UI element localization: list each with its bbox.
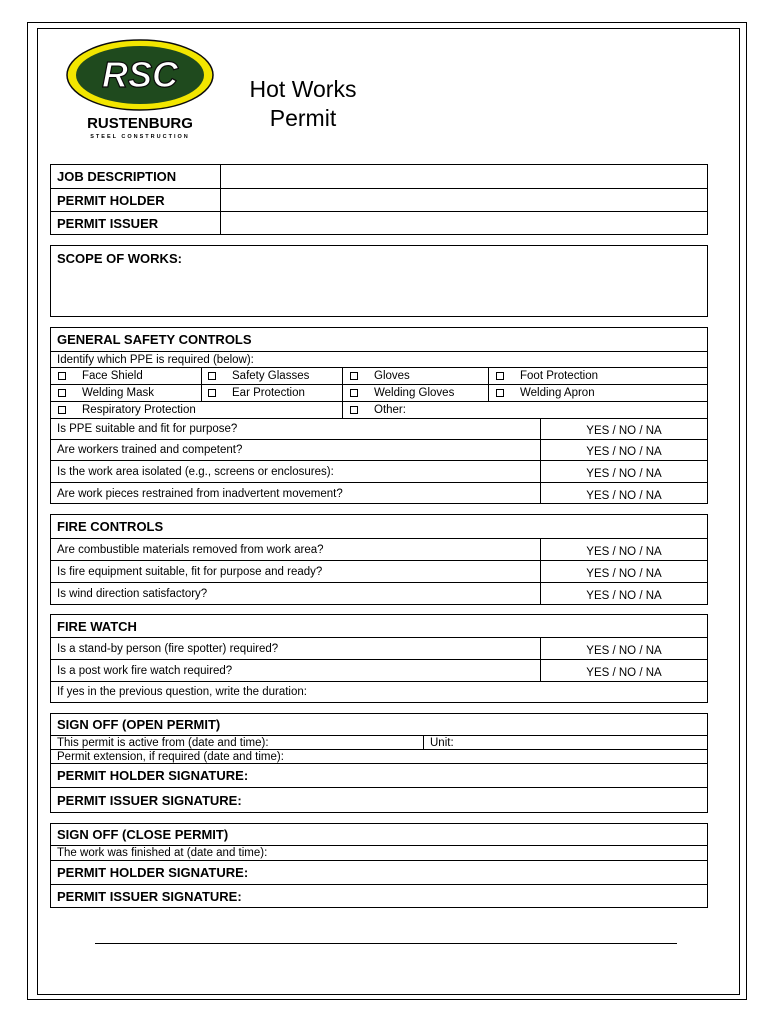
active-from-field[interactable]: This permit is active from (date and time): xyxy=(51,736,424,749)
fire-watch-duration[interactable]: If yes in the previous question, write the duration: xyxy=(57,686,307,698)
ppe-divider xyxy=(342,385,343,401)
checkbox-icon[interactable] xyxy=(58,406,66,414)
ppe-option-label: Gloves xyxy=(374,370,410,382)
permit-holder-row xyxy=(51,189,707,212)
job-description-label: JOB DESCRIPTION xyxy=(51,165,221,188)
yes-no-na-answer[interactable]: YES / NO / NA xyxy=(586,545,662,558)
question-row xyxy=(51,561,707,583)
ppe-option[interactable] xyxy=(496,368,598,384)
checkbox-icon[interactable] xyxy=(496,372,504,380)
rsc-logo xyxy=(63,38,217,143)
yes-no-na-answer[interactable]: YES / NO / NA xyxy=(586,446,662,458)
ppe-option-label: Respiratory Protection xyxy=(82,404,196,416)
ppe-divider xyxy=(342,402,343,418)
fire-watch-title: FIRE WATCH xyxy=(51,615,707,638)
ppe-option[interactable] xyxy=(496,385,595,401)
logo-initials: RSC xyxy=(101,54,179,95)
ppe-option-label: Ear Protection xyxy=(232,387,305,399)
yes-no-na-answer[interactable]: YES / NO / NA xyxy=(586,666,662,679)
permit-issuer-label: PERMIT ISSUER xyxy=(51,212,221,234)
question-text: Is fire equipment suitable, fit for purpose and ready? xyxy=(51,561,541,582)
ppe-option-label: Safety Glasses xyxy=(232,370,310,382)
question-text: Is the work area isolated (e.g., screens or enclosures): xyxy=(51,461,541,482)
checkbox-icon[interactable] xyxy=(496,389,504,397)
sign-off-close-title: SIGN OFF (CLOSE PERMIT) xyxy=(51,824,707,846)
question-row xyxy=(51,638,707,660)
ppe-row-3 xyxy=(51,402,707,419)
checkbox-icon[interactable] xyxy=(350,406,358,414)
question-text: Is PPE suitable and fit for purpose? xyxy=(51,419,541,439)
fire-controls-section xyxy=(50,514,708,605)
job-description-row xyxy=(51,165,707,189)
permit-issuer-row xyxy=(51,212,707,234)
footer-rule xyxy=(95,943,677,944)
yes-no-na-answer[interactable]: YES / NO / NA xyxy=(586,467,662,480)
logo-name: RUSTENBURG xyxy=(87,115,193,132)
checkbox-icon[interactable] xyxy=(350,372,358,380)
question-text: Is wind direction satisfactory? xyxy=(51,583,541,604)
permit-holder-label: PERMIT HOLDER xyxy=(51,189,221,211)
permit-issuer-field[interactable] xyxy=(221,212,707,234)
details-table xyxy=(50,164,708,235)
question-row xyxy=(51,461,707,483)
ppe-divider xyxy=(201,385,202,401)
permit-extension-field[interactable]: Permit extension, if required (date and time): xyxy=(51,750,707,764)
checkbox-icon[interactable] xyxy=(58,389,66,397)
question-row xyxy=(51,483,707,504)
ppe-option-label: Face Shield xyxy=(82,370,143,382)
question-text: Are combustible materials removed from work area? xyxy=(51,539,541,560)
question-row xyxy=(51,419,707,440)
ppe-option[interactable] xyxy=(58,368,143,384)
question-text: Are work pieces restrained from inadvertent movement? xyxy=(51,483,541,504)
ppe-divider xyxy=(488,385,489,401)
sign-off-close-section xyxy=(50,823,708,908)
ppe-option-label: Welding Apron xyxy=(520,387,595,399)
sign-off-open-section xyxy=(50,713,708,813)
fire-controls-title: FIRE CONTROLS xyxy=(51,515,707,539)
active-from-row xyxy=(51,736,707,750)
permit-issuer-signature[interactable]: PERMIT ISSUER SIGNATURE: xyxy=(57,792,242,808)
ppe-option-label: Foot Protection xyxy=(520,370,598,382)
ppe-option-label: Other: xyxy=(374,404,406,416)
work-finished-field[interactable]: The work was finished at (date and time): xyxy=(51,846,707,861)
page-title xyxy=(238,75,368,133)
ppe-option[interactable] xyxy=(350,385,454,401)
question-text: Is a post work fire watch required? xyxy=(51,660,541,681)
question-text: Are workers trained and competent? xyxy=(51,440,541,460)
ppe-row-2 xyxy=(51,385,707,402)
ppe-option[interactable] xyxy=(350,402,406,418)
scope-of-works-label: SCOPE OF WORKS: xyxy=(57,251,182,266)
ppe-option[interactable] xyxy=(58,385,154,401)
ppe-option-label: Welding Mask xyxy=(82,387,155,399)
yes-no-na-answer[interactable]: YES / NO / NA xyxy=(586,567,662,580)
permit-issuer-signature[interactable]: PERMIT ISSUER SIGNATURE: xyxy=(57,888,242,904)
general-safety-section xyxy=(50,327,708,504)
job-description-field[interactable] xyxy=(221,165,707,188)
fire-watch-section xyxy=(50,614,708,703)
general-safety-title: GENERAL SAFETY CONTROLS xyxy=(51,328,707,352)
title-line-2: Permit xyxy=(269,105,337,131)
ppe-divider xyxy=(201,368,202,384)
checkbox-icon[interactable] xyxy=(208,372,216,380)
permit-holder-field[interactable] xyxy=(221,189,707,211)
ppe-row-1 xyxy=(51,368,707,385)
ppe-divider xyxy=(488,368,489,384)
yes-no-na-answer[interactable]: YES / NO / NA xyxy=(586,589,662,602)
sign-off-open-title: SIGN OFF (OPEN PERMIT) xyxy=(51,714,707,736)
ppe-divider xyxy=(342,368,343,384)
permit-holder-signature[interactable]: PERMIT HOLDER SIGNATURE: xyxy=(51,764,707,788)
ppe-option[interactable] xyxy=(350,368,410,384)
ppe-option[interactable] xyxy=(208,385,305,401)
unit-field[interactable]: Unit: xyxy=(430,736,454,749)
yes-no-na-answer[interactable]: YES / NO / NA xyxy=(586,489,662,502)
checkbox-icon[interactable] xyxy=(350,389,358,397)
question-row xyxy=(51,440,707,461)
logo-tagline: STEEL CONSTRUCTION xyxy=(90,134,190,140)
scope-of-works-box[interactable] xyxy=(50,245,708,317)
question-row xyxy=(51,583,707,604)
checkbox-icon[interactable] xyxy=(58,372,66,380)
yes-no-na-answer[interactable]: YES / NO / NA xyxy=(586,425,662,437)
ppe-option[interactable] xyxy=(208,368,309,384)
yes-no-na-answer[interactable]: YES / NO / NA xyxy=(586,644,662,657)
ppe-option-label: Welding Gloves xyxy=(374,387,455,399)
ppe-option[interactable] xyxy=(58,402,196,418)
question-text: Is a stand-by person (fire spotter) required? xyxy=(51,638,541,659)
title-line-1: Hot Works xyxy=(249,76,357,102)
permit-holder-signature[interactable]: PERMIT HOLDER SIGNATURE: xyxy=(51,861,707,885)
question-row xyxy=(51,539,707,561)
checkbox-icon[interactable] xyxy=(208,389,216,397)
question-row xyxy=(51,660,707,682)
ppe-intro: Identify which PPE is required (below): xyxy=(51,352,707,368)
